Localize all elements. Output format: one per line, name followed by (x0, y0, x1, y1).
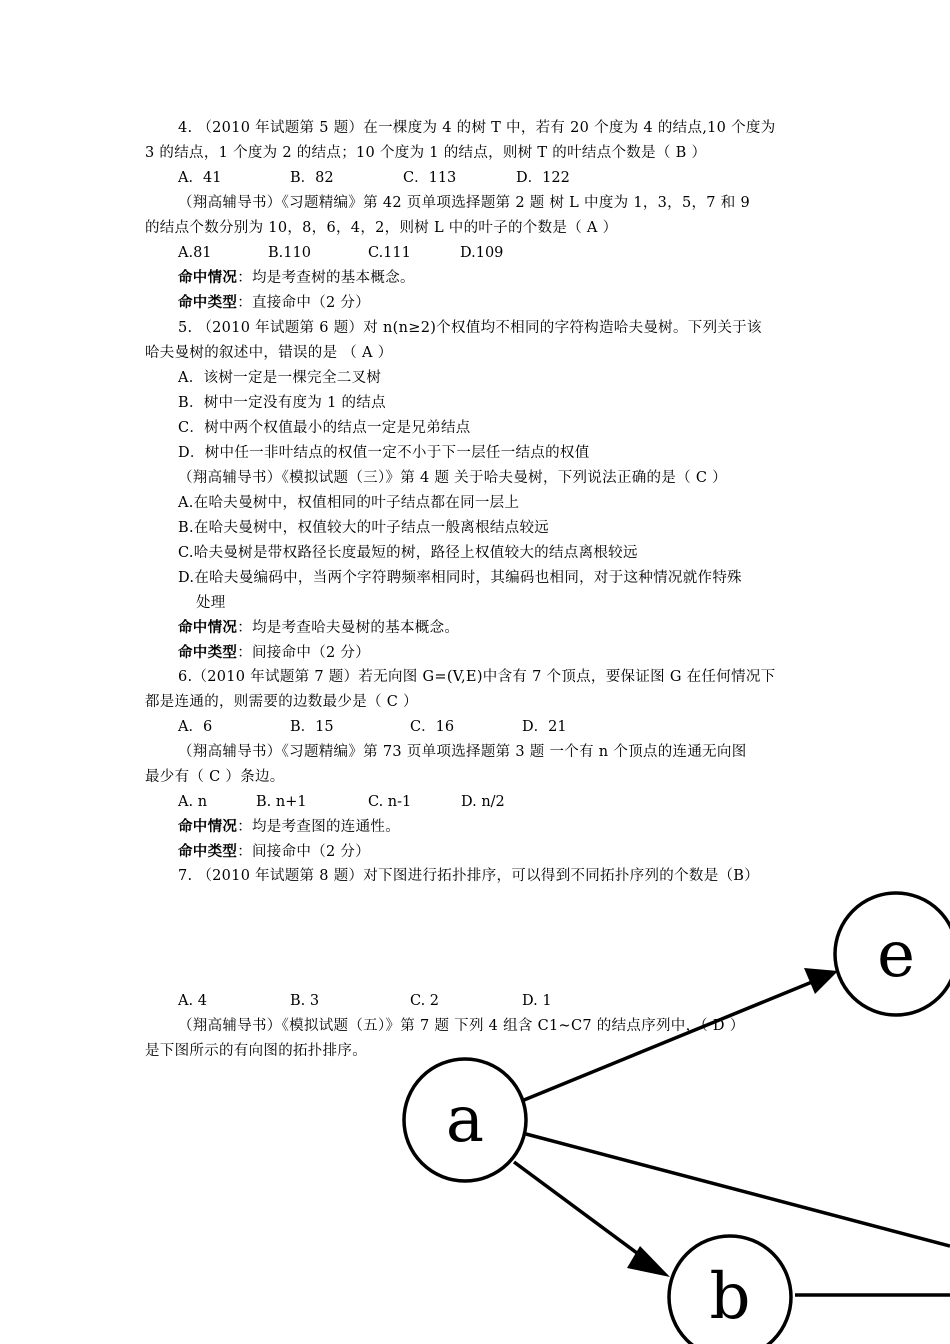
node-a (404, 1059, 526, 1181)
q4-reference-line2: 的结点个数分别为 10，8，6，4，2，则树 L 中的叶子的个数是（ A ） (145, 220, 618, 236)
q4-option-a: A．41 (178, 170, 222, 186)
q6-stem-line2: 都是连通的，则需要的边数最少是（ C ） (145, 694, 418, 710)
q7-option-c: C. 2 (410, 993, 440, 1009)
type-text: ：间接命中（2 分） (237, 844, 371, 860)
hit-label: 命中情况 (178, 818, 238, 835)
q6-stem-line1: 6.（2010 年试题第 7 题）若无向图 G=(V,E)中含有 7 个顶点，要保证图 G 在任何情况下 (178, 669, 776, 685)
q4-option-c: C．113 (403, 170, 457, 186)
q5-option-c: C．树中两个权值最小的结点一定是兄弟结点 (178, 420, 471, 436)
type-label: 命中类型 (178, 294, 238, 311)
q6-option-d: D．21 (522, 719, 567, 735)
edge-a-e (524, 982, 812, 1100)
q6-option-c: C．16 (410, 719, 455, 735)
arrowhead-a-e (804, 968, 838, 994)
q5-option-b: B．树中一定没有度为 1 的结点 (178, 395, 386, 411)
q6-ref-option-a: A. n (178, 794, 208, 810)
q6-option-b: B．15 (290, 719, 334, 735)
type-label: 命中类型 (178, 644, 238, 661)
q4-reference-line1: （翔高辅导书）《习题精编》第 42 页单项选择题第 2 题 树 L 中度为 1，3，5，7 和 9 (178, 195, 750, 211)
type-label: 命中类型 (178, 843, 238, 860)
q4-ref-option-c: C.111 (368, 245, 411, 261)
q7-option-d: D. 1 (522, 993, 552, 1009)
q7-reference-line1: （翔高辅导书）《模拟试题（五）》第 7 题 下列 4 组含 C1~C7 的结点序列中，（ D ） (178, 1018, 745, 1034)
q4-ref-option-d: D.109 (460, 245, 504, 261)
q5-stem-line2: 哈夫曼树的叙述中，错误的是 （ A ） (145, 345, 393, 361)
q4-ref-option-b: B.110 (268, 245, 311, 261)
node-b-label: b (709, 1260, 751, 1334)
node-a-label: a (445, 1083, 485, 1157)
q7-option-b: B. 3 (290, 993, 320, 1009)
hit-text: ：均是考查哈夫曼树的基本概念。 (237, 620, 460, 636)
hit-label: 命中情况 (178, 619, 238, 636)
q5-reference-line1: （翔高辅导书）《模拟试题（三）》第 4 题 关于哈夫曼树，下列说法正确的是（ C ） (178, 470, 727, 486)
q5-ref-option-c: C.哈夫曼树是带权路径长度最短的树，路径上权值较大的结点离根较远 (178, 545, 638, 561)
hit-text: ：均是考查树的基本概念。 (237, 270, 415, 286)
type-text: ：直接命中（2 分） (237, 295, 371, 311)
edge-a-b (514, 1162, 645, 1259)
node-e-label: e (877, 918, 915, 992)
q6-ref-option-c: C. n-1 (368, 794, 412, 810)
q7-reference-line2: 是下图所示的有向图的拓扑排序。 (145, 1043, 367, 1059)
q5-ref-option-d-continued: 处理 (196, 595, 226, 611)
q6-reference-line2: 最少有（ C ）条边。 (145, 769, 285, 785)
q5-stem-line1: 5. （2010 年试题第 6 题）对 n(n≥2)个权值均不相同的字符构造哈夫曼树。下列关于该 (178, 320, 762, 336)
q6-reference-line1: （翔高辅导书）《习题精编》第 73 页单项选择题第 3 题 一个有 n 个顶点的连通无向图 (178, 744, 747, 760)
q7-stem-line1: 7. （2010 年试题第 8 题）对下图进行拓扑排序，可以得到不同拓扑序列的个数是（B） (178, 868, 760, 884)
hit-text: ：均是考查图的连通性。 (237, 819, 401, 835)
node-b (669, 1236, 791, 1344)
q4-stem-line2: 3 的结点，1 个度为 2 的结点；10 个度为 1 的结点，则树 T 的叶结点个数是（ B ） (145, 145, 707, 161)
q7-option-a: A. 4 (178, 993, 207, 1009)
q4-ref-option-a: A.81 (178, 245, 212, 261)
type-text: ：间接命中（2 分） (237, 645, 371, 661)
q6-option-a: A．6 (178, 719, 213, 735)
q5-ref-option-b: B.在哈夫曼树中，权值较大的叶子结点一般离根结点较远 (178, 520, 550, 536)
q6-ref-option-d: D. n/2 (461, 794, 505, 810)
hit-label: 命中情况 (178, 269, 238, 286)
q4-stem-line1: 4. （2010 年试题第 5 题）在一棵度为 4 的树 T 中，若有 20 个度为 4 的结点,10 个度为 (178, 120, 776, 136)
q5-option-a: A．该树一定是一棵完全二叉树 (178, 370, 382, 386)
q4-option-d: D．122 (516, 170, 570, 186)
q4-option-b: B．82 (290, 170, 334, 186)
q5-ref-option-a: A.在哈夫曼树中，权值相同的叶子结点都在同一层上 (178, 495, 520, 511)
edge-a-right (526, 1134, 950, 1246)
q5-option-d: D．树中任一非叶结点的权值一定不小于下一层任一结点的权值 (178, 445, 590, 461)
q5-ref-option-d: D.在哈夫曼编码中，当两个字符聘频率相同时，其编码也相同，对于这种情况就作特殊 (178, 570, 742, 586)
q6-ref-option-b: B. n+1 (256, 794, 307, 810)
node-e (835, 893, 950, 1015)
